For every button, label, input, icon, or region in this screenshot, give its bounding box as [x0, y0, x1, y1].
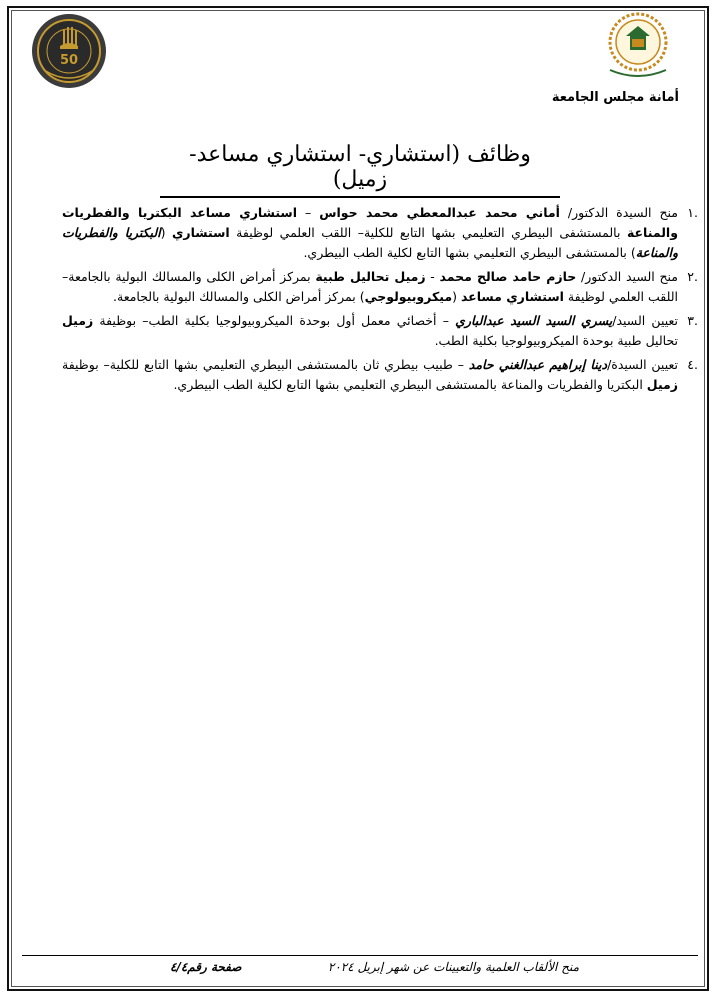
list-item	[62, 267, 698, 307]
item-text-segment: استشاري مساعد	[460, 289, 564, 304]
item-text-segment: (	[160, 225, 172, 240]
mansoura-university-logo	[598, 10, 678, 86]
list-item	[62, 311, 698, 351]
item-text-segment: تعيين السيدة/	[607, 357, 678, 372]
item-text-segment: يسري السيد السيد عبدالباري	[455, 313, 613, 328]
item-text-segment: زميل	[646, 377, 678, 392]
list-item	[62, 355, 698, 395]
item-text-segment: بمركز أمراض الكلى والمسالك البولية بالجامعة– اللقب العلمي لوظيفة	[62, 269, 678, 304]
item-text-segment: ميكروبيولوجي	[364, 289, 453, 304]
item-text-segment: منح السيدة الدكتور/	[559, 205, 678, 220]
item-text-segment: دينا إبراهيم عبدالغني حامد	[468, 357, 608, 372]
item-text-segment: منح السيد الدكتور/	[576, 269, 678, 284]
item-text-segment: حازم حامد صالح محمد	[439, 269, 577, 284]
item-text-segment: -	[425, 269, 440, 284]
item-number: .١	[687, 205, 698, 220]
footer-text: منح الألقاب العلمية والتعيينات عن شهر إبريل ٢٠٢٤	[327, 960, 579, 974]
page-number: صفحة رقم٤/٤	[170, 960, 242, 974]
item-text-segment: (	[452, 289, 461, 304]
document-title-wrapper	[160, 142, 560, 198]
item-text-segment: تعيين السيد/	[612, 313, 679, 328]
item-text-segment: البكتريا والفطريات والمناعة بالمستشفى البيطري التعليمي بشها التابع لكلية الطب البيطري.	[173, 377, 647, 392]
footer-rule	[22, 955, 698, 956]
item-text-segment: ) بالمستشفى البيطري التعليمي بشها التابع لكلية الطب البيطري.	[303, 245, 636, 260]
university-council-secretariat: أمانة مجلس الجامعة	[551, 90, 679, 105]
jubilee-logo	[30, 12, 108, 90]
item-text-segment: البكتريا والفطريات والمناعة	[62, 225, 678, 260]
item-number: .٣	[687, 313, 698, 328]
item-number: .٢	[687, 269, 698, 284]
list-item	[62, 203, 698, 263]
item-text-segment: – أخصائي معمل أول بوحدة الميكروبيولوجيا بكلية الطب– بوظيفة	[93, 313, 456, 328]
items-list	[62, 203, 698, 399]
item-text-segment: بالمستشفى البيطري التعليمي بشها التابع للكلية– اللقب العلمي لوظيفة	[229, 225, 627, 240]
svg-text:50: 50	[59, 53, 79, 68]
item-text-segment: زميل تحاليل طبية	[315, 269, 426, 284]
item-text-segment: تحاليل طبية بوحدة الميكروبيولوجيا بكلية الطب.	[434, 333, 678, 348]
item-text-segment: –	[297, 205, 320, 220]
item-text-segment: زميل	[62, 313, 94, 328]
item-text-segment: أماني محمد عبدالمعطي محمد حواس	[319, 205, 560, 220]
item-text-segment: – طبيب بيطري ثان بالمستشفى البيطري التعليمي بشها التابع للكلية– بوظيفة	[62, 357, 469, 372]
item-number: .٤	[687, 357, 698, 372]
document-title: وظائف (استشاري- استشاري مساعد- زميل)	[160, 142, 560, 198]
item-text-segment: استشاري	[171, 225, 230, 240]
item-text-segment: استشاري مساعد البكتريا والفطريات والمناعة	[62, 205, 678, 240]
item-text-segment: ) بمركز أمراض الكلى والمسالك البولية بالجامعة.	[113, 289, 365, 304]
